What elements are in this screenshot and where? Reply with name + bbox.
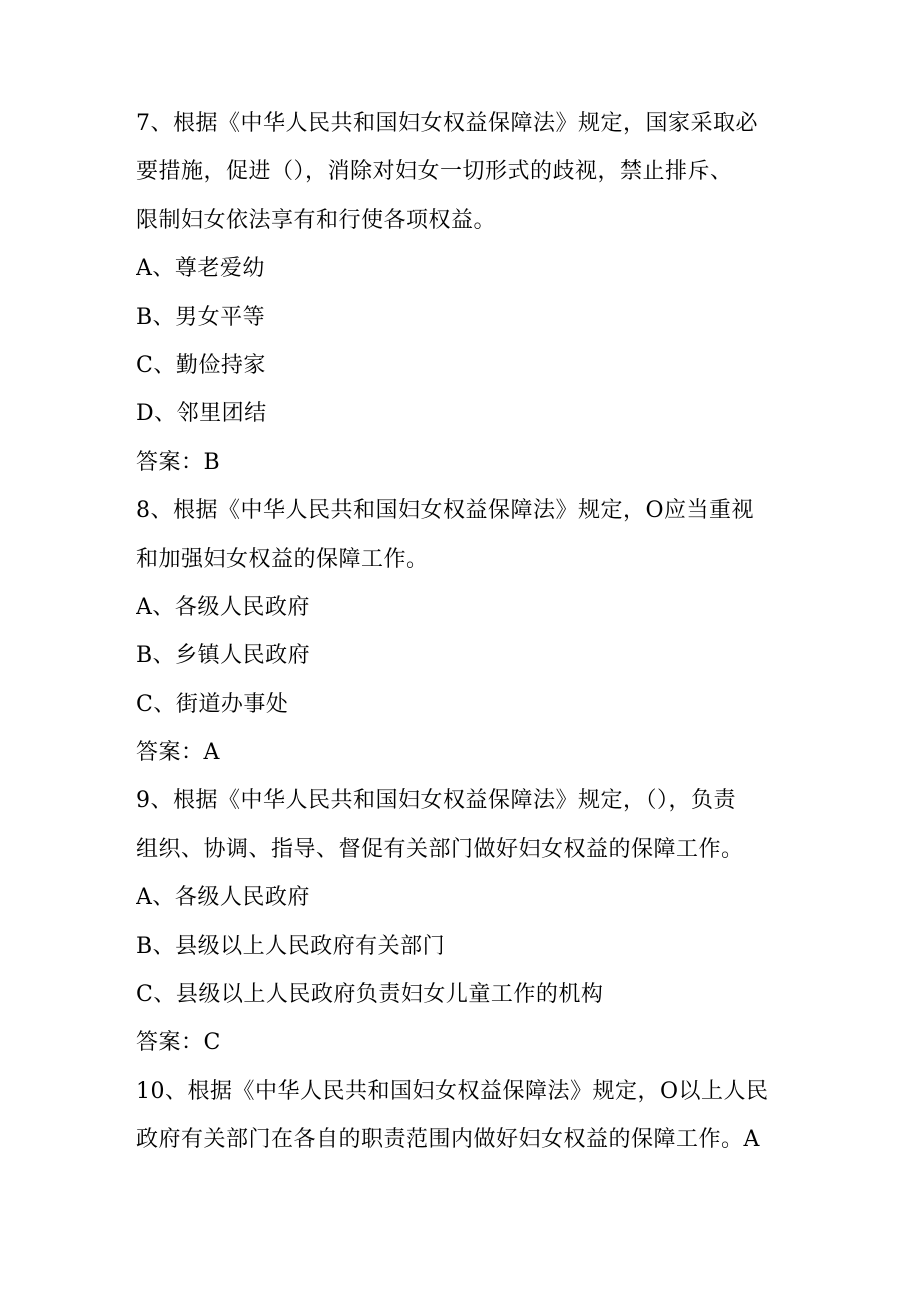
document-page [136, 100, 786, 1165]
q8-stem-line-2: 和加强妇女权益的保障工作。 [136, 546, 429, 572]
q7-stem-line-1: 7、根据《中华人民共和国妇女权益保障法》规定，国家采取必 [136, 111, 758, 136]
q8-answer: 答案：A [136, 740, 220, 766]
q10-stem-line-1: 10、根据《中华人民共和国妇女权益保障法》规定，O以上人民 [136, 1078, 769, 1104]
q7-stem-line-3: 限制妇女依法享有和行使各项权益。 [136, 207, 497, 233]
q7-option-c: C、勤俭持家 [136, 352, 266, 378]
q7-stem-line-2: 要措施，促进（），消除对妇女一切形式的歧视，禁止排斥、 [136, 159, 733, 185]
q9-option-a: A、各级人民政府 [136, 885, 310, 911]
q9-stem-line-2: 组织、协调、指导、督促有关部门做好妇女权益的保障工作。 [136, 836, 744, 862]
q8-option-b: B、乡镇人民政府 [136, 643, 311, 669]
q8-option-a: A、各级人民政府 [136, 594, 310, 620]
q8-option-c: C、街道办事处 [136, 691, 289, 717]
q10-stem-line-2: 政府有关部门在各自的职责范围内做好妇女权益的保障工作。A [136, 1127, 760, 1153]
q9-option-c: C、县级以上人民政府负责妇女儿童工作的机构 [136, 982, 604, 1008]
q7-option-d: D、邻里团结 [136, 401, 267, 427]
q9-option-b: B、县级以上人民政府有关部门 [136, 933, 446, 959]
q7-option-a: A、尊老爱幼 [136, 256, 265, 282]
q7-answer: 答案：B [136, 449, 221, 475]
q8-stem-line-1: 8、根据《中华人民共和国妇女权益保障法》规定，O应当重视 [136, 498, 755, 524]
q9-answer: 答案：C [136, 1030, 221, 1056]
q7-option-b: B、男女平等 [136, 304, 266, 330]
q9-stem-line-1: 9、根据《中华人民共和国妇女权益保障法》规定，（），负责 [136, 788, 736, 814]
